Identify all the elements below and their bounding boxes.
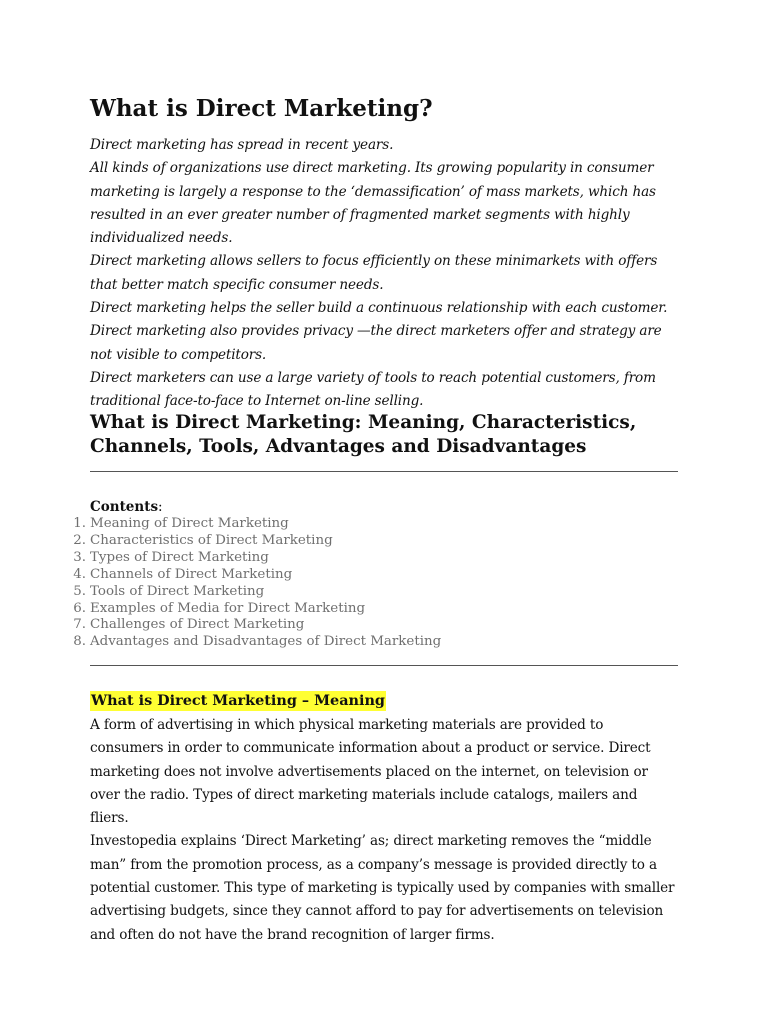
toc-item[interactable] xyxy=(73,600,441,618)
toc-item-number: 3. xyxy=(73,549,86,565)
toc-item[interactable] xyxy=(73,532,441,550)
intro-paragraph: Direct marketing allows sellers to focus efficiently on these minimarkets with offers that better match specific consumer needs. xyxy=(90,253,658,293)
toc-item-number: 8. xyxy=(73,634,86,650)
page-title: What is Direct Marketing? xyxy=(90,95,433,122)
toc-item[interactable] xyxy=(73,583,441,601)
toc-item-number: 2. xyxy=(73,532,86,548)
toc-item[interactable] xyxy=(73,634,442,651)
toc-item-number: 4. xyxy=(73,566,86,582)
toc-item-number: 1. xyxy=(73,516,86,531)
toc-link[interactable]: Types of Direct Marketing xyxy=(90,549,269,565)
contents-label xyxy=(90,499,163,516)
section-body xyxy=(90,714,678,947)
toc-link[interactable]: Characteristics of Direct Marketing xyxy=(90,532,333,548)
toc-link[interactable]: Examples of Media for Direct Marketing xyxy=(90,600,366,616)
toc-item[interactable] xyxy=(73,617,441,634)
toc-item[interactable] xyxy=(73,549,441,567)
intro-paragraph: Direct marketers can use a large variety of tools to reach potential customers, from traditional face-to-face to Internet on-line selling. xyxy=(90,369,656,410)
divider xyxy=(90,471,678,472)
toc-link[interactable]: Channels of Direct Marketing xyxy=(90,566,293,582)
divider xyxy=(90,665,678,666)
table-of-contents xyxy=(73,516,442,651)
body-paragraph: A form of advertising in which physical marketing materials are provided to consumers in order to communicate information about a product or service. Direct marketing does not involve advertisements placed on the internet, on television or over the radio. Types of direct marketing materials include catalogs, mailers and fliers. xyxy=(90,717,651,827)
intro-paragraph: Direct marketing has spread in recent years. xyxy=(90,137,394,153)
toc-link[interactable]: Meaning of Direct Marketing xyxy=(90,516,289,531)
toc-link[interactable]: Advantages and Disadvantages of Direct Marketing xyxy=(90,634,442,650)
toc-item-number: 5. xyxy=(73,583,86,599)
toc-item[interactable] xyxy=(73,566,441,584)
intro-paragraph: Direct marketing also provides privacy —the direct marketers offer and strategy are not visible to competitors. xyxy=(90,323,662,363)
contents-label-text: Contents xyxy=(90,499,159,515)
intro-paragraph: All kinds of organizations use direct marketing. Its growing popularity in consumer marketing is largely a response to the ‘demassification’ of mass markets, which has resulted in an ever greater number of fragmented market segments with highly individualized needs. xyxy=(90,160,656,247)
section-heading: What is Direct Marketing – Meaning xyxy=(91,692,385,709)
toc-link[interactable]: Challenges of Direct Marketing xyxy=(90,617,305,633)
toc-item-number: 7. xyxy=(73,617,86,633)
body-paragraph: Investopedia explains ‘Direct Marketing’ as; direct marketing removes the “middle man” from the promotion process, as a company’s message is provided directly to a potential customer. This type of marketing is typically used by companies with smaller advertising budgets, since they cannot afford to pay for advertisements on television and often do not have the brand recognition of larger firms. xyxy=(90,833,675,943)
toc-item[interactable] xyxy=(73,516,441,533)
toc-item-number: 6. xyxy=(73,600,86,616)
intro-block xyxy=(90,134,678,414)
intro-paragraph: Direct marketing helps the seller build a continuous relationship with each customer. xyxy=(90,300,668,317)
article-subtitle: What is Direct Marketing: Meaning, Characteristics, Channels, Tools, Advantages and Disadvantages xyxy=(90,412,637,457)
contents-label-colon: : xyxy=(158,499,163,515)
toc-link[interactable]: Tools of Direct Marketing xyxy=(90,583,265,599)
